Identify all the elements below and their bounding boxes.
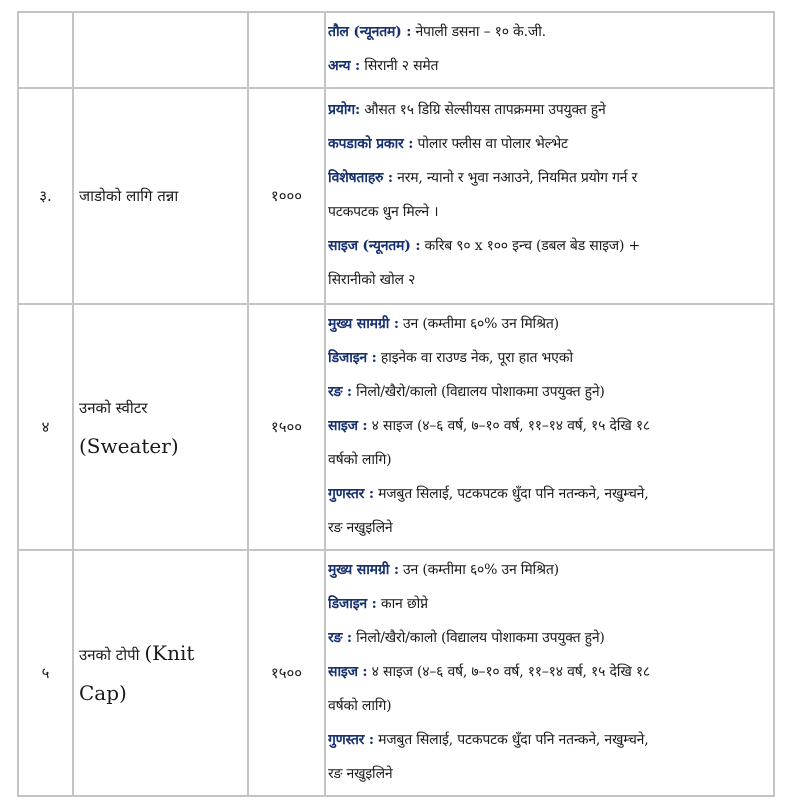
- spec-line: [328, 195, 773, 229]
- spec-label: अन्य :: [328, 58, 360, 74]
- spec-text: ४ साइज (४–६ वर्ष, ७–१० वर्ष, ११–१४ वर्ष, १५ देखि १८: [367, 418, 650, 434]
- item-name-cell: [73, 88, 248, 304]
- specification-cell: [325, 88, 774, 304]
- spec-line: [328, 263, 773, 297]
- price-cell: १५००: [248, 304, 325, 550]
- specification-cell: [325, 304, 774, 550]
- spec-text: मजबुत सिलाई, पटकपटक धुँदा पनि नतन्कने, नखुम्चने,: [373, 486, 649, 502]
- price-cell: [248, 12, 325, 88]
- spec-label: साइज (न्यूनतम) :: [328, 238, 421, 254]
- item-name-cell: [73, 12, 248, 88]
- item-name: उनको स्वीटर: [79, 399, 148, 417]
- price-cell: १०००: [248, 88, 325, 304]
- spec-label: तौल (न्यूनतम) :: [328, 24, 412, 40]
- spec-text: हाइनेक वा राउण्ड नेक, पूरा हात भएको: [376, 350, 573, 366]
- spec-line: [328, 553, 773, 587]
- spec-line: [328, 375, 773, 409]
- spec-line: [328, 161, 773, 195]
- spec-line: [328, 127, 773, 161]
- spec-line: [328, 757, 773, 791]
- item-name-cell: [73, 304, 248, 550]
- spec-text: कान छोप्ने: [376, 596, 428, 612]
- spec-line: [328, 15, 773, 49]
- spec-text: वर्षको लागि): [328, 452, 392, 468]
- item-name: जाडोको लागि तन्ना: [79, 187, 179, 205]
- table-row: [18, 550, 774, 796]
- spec-line: [328, 341, 773, 375]
- price-cell: १५००: [248, 550, 325, 796]
- serial-number-cell: ३.: [18, 88, 73, 304]
- spec-text: औसत १५ डिग्रि सेल्सीयस तापक्रममा उपयुक्त हुने: [359, 102, 606, 118]
- serial-number-cell: [18, 12, 73, 88]
- item-name-cell: [73, 550, 248, 796]
- spec-text: निलो/खैरो/कालो (विद्यालय पोशाकमा उपयुक्त हुने): [351, 630, 605, 646]
- spec-label: साइज :: [328, 664, 368, 680]
- spec-label: प्रयोग:: [328, 102, 360, 118]
- item-name: उनको टोपी: [79, 646, 140, 664]
- table-row: [18, 12, 774, 88]
- spec-label: रङ :: [328, 384, 352, 400]
- spec-line: [328, 655, 773, 689]
- spec-line: [328, 511, 773, 545]
- spec-line: [328, 93, 773, 127]
- spec-text: पोलार फ्लीस वा पोलार भेल्भेट: [413, 136, 568, 152]
- specification-cell: [325, 550, 774, 796]
- spec-label: विशेषताहरु :: [328, 170, 393, 186]
- spec-line: [328, 621, 773, 655]
- spec-text: उन (कम्तीमा ६०% उन मिश्रित): [398, 316, 559, 332]
- spec-label: रङ :: [328, 630, 352, 646]
- spec-text: वर्षको लागि): [328, 698, 392, 714]
- specification-cell: [325, 12, 774, 88]
- spec-label: गुणस्तर :: [328, 732, 374, 748]
- spec-line: [328, 443, 773, 477]
- spec-line: [328, 587, 773, 621]
- spec-text: पटकपटक धुन मिल्ने ।: [328, 204, 439, 220]
- spec-line: [328, 49, 773, 83]
- serial-number-cell: ५: [18, 550, 73, 796]
- spec-text: नेपाली डसना – १० के.जी.: [411, 24, 546, 40]
- table-row: [18, 304, 774, 550]
- spec-text: उन (कम्तीमा ६०% उन मिश्रित): [398, 562, 559, 578]
- table-row: [18, 88, 774, 304]
- spec-line: [328, 409, 773, 443]
- spec-line: [328, 689, 773, 723]
- spec-line: [328, 723, 773, 757]
- item-name-english: (Knit: [144, 641, 195, 665]
- spec-label: मुख्य सामग्री :: [328, 562, 399, 578]
- spec-label: कपडाको प्रकार :: [328, 136, 414, 152]
- spec-label: साइज :: [328, 418, 368, 434]
- spec-text: रङ नखुइलिने: [328, 520, 393, 536]
- spec-text: सिरानी २ समेत: [360, 58, 439, 74]
- spec-text: करिब ९० x १०० इन्च (डबल बेड साइज) +: [420, 238, 641, 254]
- spec-text: सिरानीको खोल २: [328, 272, 416, 288]
- spec-text: मजबुत सिलाई, पटकपटक धुँदा पनि नतन्कने, नखुम्चने,: [373, 732, 649, 748]
- spec-label: मुख्य सामग्री :: [328, 316, 399, 332]
- spec-text: निलो/खैरो/कालो (विद्यालय पोशाकमा उपयुक्त हुने): [351, 384, 605, 400]
- spec-text: नरम, न्यानो र भुवा नआउने, नियमित प्रयोग गर्न र: [392, 170, 638, 186]
- spec-line: [328, 477, 773, 511]
- spec-line: [328, 229, 773, 263]
- spec-label: गुणस्तर :: [328, 486, 374, 502]
- spec-text: रङ नखुइलिने: [328, 766, 393, 782]
- spec-text: ४ साइज (४–६ वर्ष, ७–१० वर्ष, ११–१४ वर्ष, १५ देखि १८: [367, 664, 650, 680]
- specification-table: [17, 11, 775, 797]
- spec-label: डिजाइन :: [328, 596, 377, 612]
- serial-number-cell: ४: [18, 304, 73, 550]
- spec-line: [328, 307, 773, 341]
- item-name-english: (Sweater): [79, 434, 179, 458]
- spec-label: डिजाइन :: [328, 350, 377, 366]
- item-name-english-cont: Cap): [79, 681, 127, 705]
